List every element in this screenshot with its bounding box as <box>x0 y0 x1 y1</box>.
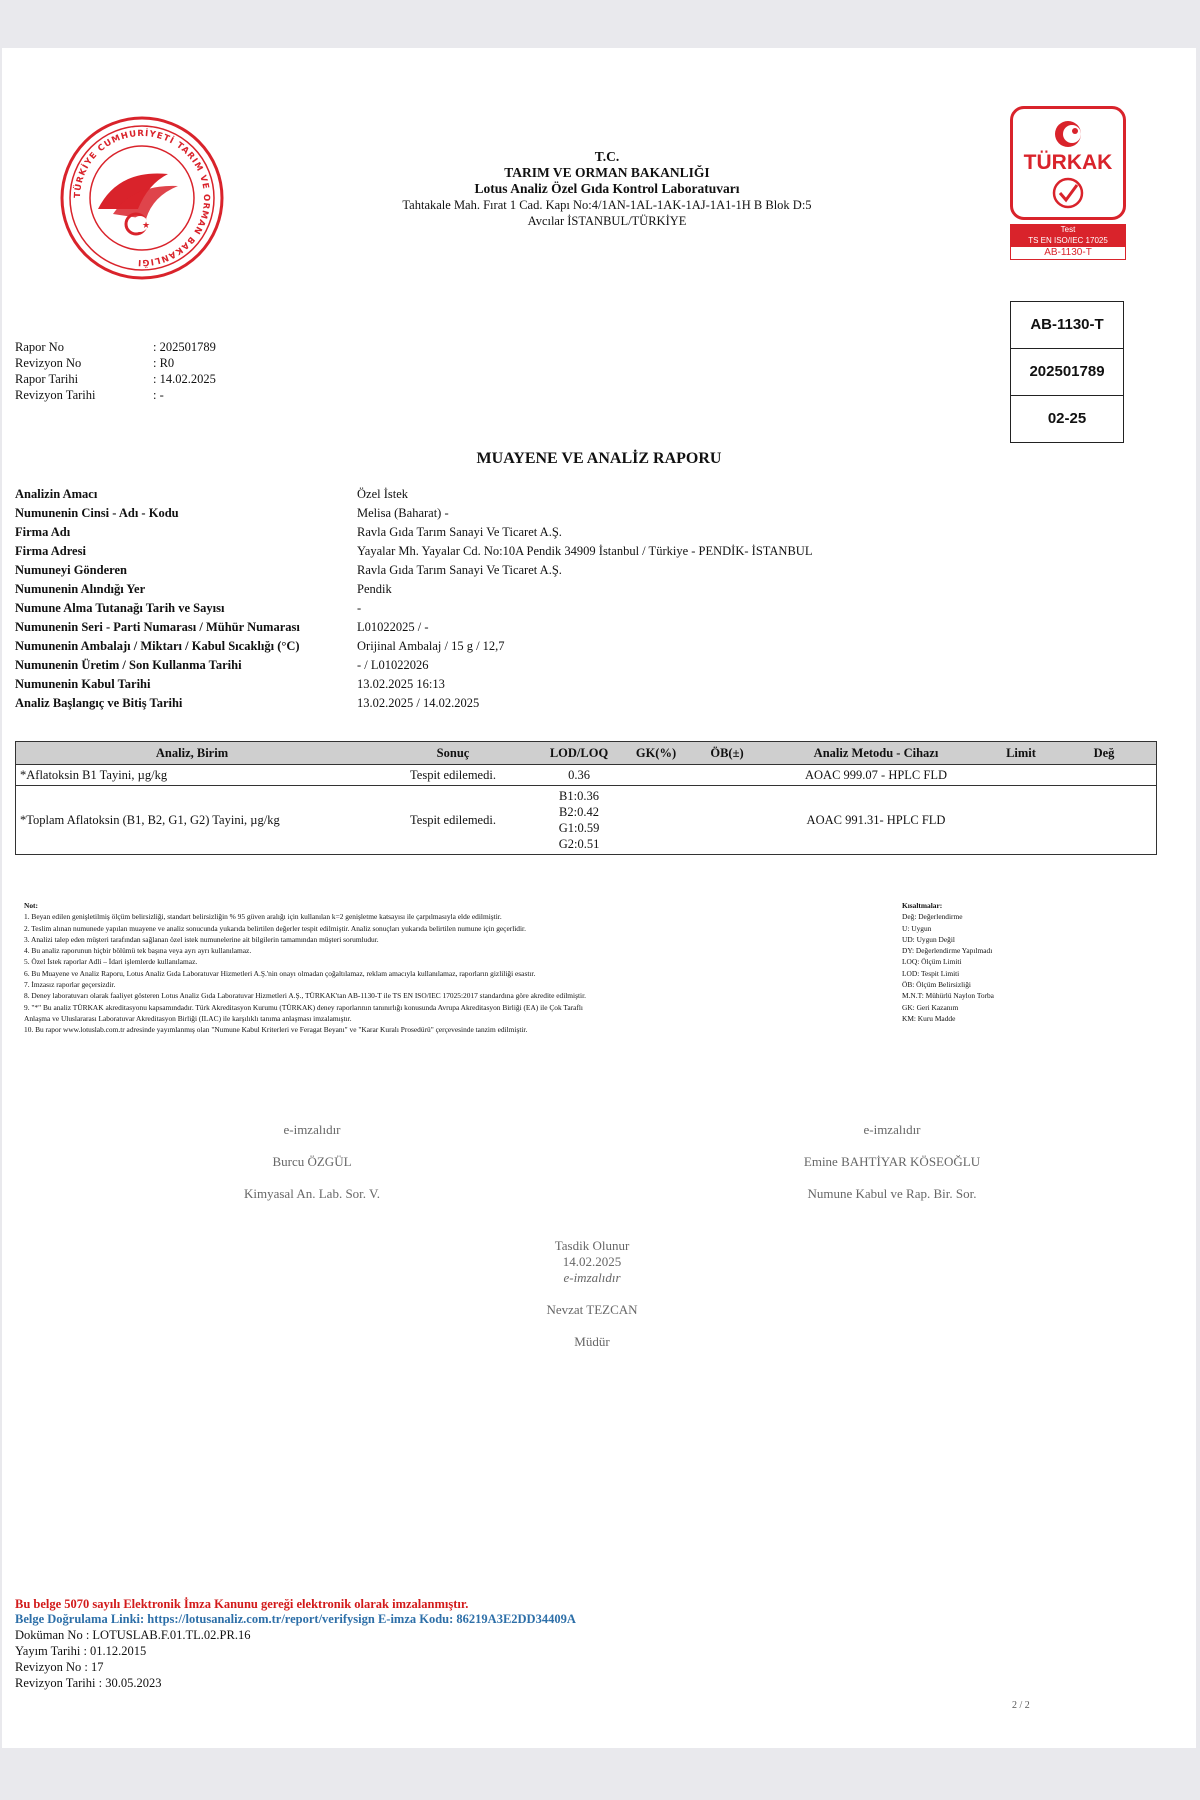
col-ob: ÖB(±) <box>692 742 762 765</box>
esign-notice: Bu belge 5070 sayılı Elektronik İmza Kanunu gereği elektronik olarak imzalanmıştır. <box>15 1597 469 1611</box>
note-item: 4. Bu analiz raporunun hiçbir bölümü tek başına veya ayrı ayrı kullanılamaz. <box>24 946 252 956</box>
meta-row: Revizyon No : R0 <box>15 356 175 370</box>
results-table <box>15 741 1157 855</box>
info-row: Firma Adı Ravla Gıda Tarım Sanayi Ve Ticaret A.Ş. <box>15 525 562 539</box>
notes-title: Not: <box>24 901 38 910</box>
abbreviation-item: LOQ: Ölçüm Limiti <box>902 957 962 967</box>
cert-accreditation-no: AB-1130-T <box>1011 302 1123 349</box>
abbreviation-item: Değ: Değerlendirme <box>902 912 963 922</box>
col-gk: GK(%) <box>620 742 692 765</box>
signature-status: e-imzalıdır <box>863 1122 921 1137</box>
signature-status: e-imzalıdır <box>563 1270 621 1285</box>
signature-left <box>182 1122 442 1202</box>
info-row: Firma Adresi Yayalar Mh. Yayalar Cd. No:10A Pendik 34909 İstanbul / Türkiye - PENDİK- İSTANBUL <box>15 544 813 558</box>
turkak-test-label: Test <box>1060 225 1076 234</box>
meta-row: Rapor No : 202501789 <box>15 340 216 354</box>
abbreviations-section <box>902 900 1182 1024</box>
cert-month-year: 02-25 <box>1047 410 1087 427</box>
col-limit: Limit <box>990 742 1052 765</box>
abbreviation-item: LOD: Tespit Limiti <box>902 968 960 978</box>
turkak-standard: TS EN ISO/IEC 17025 <box>1028 236 1108 245</box>
abbreviation-item: ÖB: Ölçüm Belirsizliği <box>902 980 971 990</box>
note-item: 7. İmzasız raporlar geçersizdir. <box>24 980 116 990</box>
lab-header <box>332 149 882 229</box>
meta-row: Revizyon Tarihi : - <box>15 388 164 402</box>
note-item: 3. Analizi talep eden müşteri tarafından sağlanan özel istek numunelerine ait bilgilerin tamamından müşteri sorumludur. <box>24 934 379 944</box>
info-row: Numunenin Alındığı Yer Pendik <box>15 582 392 596</box>
signature-right <box>742 1122 1042 1202</box>
col-result: Sonuç <box>368 742 538 765</box>
verify-link[interactable]: Belge Doğrulama Linki: https://lotusanaliz.com.tr/report/verifysign E-imza Kodu: 86219A3E2DD34409A <box>15 1612 576 1626</box>
footer <box>15 1597 1175 1691</box>
table-row: *Toplam Aflatoksin (B1, B2, G1, G2) Tayini, µg/kg Tespit edilemedi. B1:0.36 B2:0.42 G1:0.59 G2:0.51 AOAC 991.31- HPLC FLD <box>20 789 946 851</box>
publish-date: Yayım Tarihi : 01.12.2015 <box>15 1644 147 1658</box>
approval-date: 14.02.2025 <box>562 1254 622 1269</box>
note-item: 1. Beyan edilen genişletilmiş ölçüm belirsizliği, standart belirsizliğin % 95 güven aralığı için kullanılan k=2 genişletme katsayısı ile çarpılmasıyla elde edilmiştir. <box>24 912 502 922</box>
meta-row: Rapor Tarihi : 14.02.2025 <box>15 372 216 386</box>
info-row: Numunenin Ambalajı / Miktarı / Kabul Sıcaklığı (°C) Orijinal Ambalaj / 15 g / 12,7 <box>15 639 505 653</box>
table-header-row <box>16 742 1156 765</box>
ministry-seal-logo <box>58 114 226 282</box>
page-number: 2 / 2 <box>1012 1700 1030 1711</box>
info-row: Numunenin Kabul Tarihi 13.02.2025 16:13 <box>15 677 445 691</box>
info-row: Numunenin Cinsi - Adı - Kodu Melisa (Baharat) - <box>15 506 449 520</box>
header-line-lab: Lotus Analiz Özel Gıda Kontrol Laboratuvarı <box>474 181 740 196</box>
report-page <box>2 48 1196 1748</box>
note-item: 6. Bu Muayene ve Analiz Raporu, Lotus Analiz Gıda Laboratuvar Hizmetleri A.Ş.'nin onayı olmadan çoğaltılamaz, reklam amacıyla kullanılamaz, raporların gizliliği esastır. <box>24 968 536 978</box>
note-item: Anlaşma ve Uluslararası Laboratuvar Akreditasyon Birliği (ILAC) ile karşılıklı tanıma anlaşması imzalamıştır. <box>24 1013 352 1023</box>
report-meta <box>15 339 216 403</box>
header-line-ministry: TARIM VE ORMAN BAKANLIĞI <box>504 165 710 180</box>
signature-name: Burcu ÖZGÜL <box>272 1154 352 1169</box>
abbreviations-title: Kısaltmalar: <box>902 901 943 910</box>
note-item: 5. Özel İstek raporlar Adli – İdari işlemlerde kullanılamaz. <box>24 957 198 967</box>
note-item: 2. Teslim alınan numunede yapılan muayene ve analiz sonucunda yukarıda belirtilen değerler tespit edilmiştir. Analiz sonuçları yukarıda belirtilen numune için geçerlidir. <box>24 923 526 933</box>
cert-report-no: 202501789 <box>1011 349 1123 396</box>
abbreviation-item: KM: Kuru Madde <box>902 1013 956 1023</box>
col-lod: LOD/LOQ <box>538 742 620 765</box>
abbreviation-item: UD: Uygun Değil <box>902 934 955 944</box>
sample-info <box>15 485 1175 713</box>
note-item: 8. Deney laboratuvarı olarak faaliyet gösteren Lotus Analiz Gıda Laboratuvar Hizmetleri A.Ş., TÜRKAK'tan AB-1130-T ile TS EN ISO/IEC 17025:2017 standardına göre akredite edilmiştir. <box>24 991 586 1001</box>
note-item: 10. Bu rapor www.lotuslab.com.tr adresinde yayımlanmış olan "Numune Kabul Kriterleri ve Feragat Beyanı" ve "Karar Kuralı Prosedürü" çerçevesinde tanzim edilmiştir. <box>24 1025 528 1035</box>
header-line-tc: T.C. <box>594 149 620 164</box>
info-row: Numuneyi Gönderen Ravla Gıda Tarım Sanayi Ve Ticaret A.Ş. <box>15 563 562 577</box>
revision-date: Revizyon Tarihi : 30.05.2023 <box>15 1676 162 1690</box>
notes-section <box>24 900 884 1036</box>
signature-title: Numune Kabul ve Rap. Bir. Sor. <box>807 1186 977 1201</box>
abbreviation-item: M.N.T: Mühürlü Naylon Torba <box>902 991 994 1001</box>
col-deg: Değ <box>1052 742 1156 765</box>
signature-name: Emine BAHTİYAR KÖSEOĞLU <box>803 1154 981 1169</box>
col-method: Analiz Metodu - Cihazı <box>762 742 990 765</box>
svg-text:★: ★ <box>142 221 151 231</box>
doc-no: Doküman No : LOTUSLAB.F.01.TL.02.PR.16 <box>15 1628 251 1642</box>
svg-text:TÜRKİYE CUMHURİYETİ TARIM VE O: TÜRKİYE CUMHURİYETİ TARIM VE ORMAN BAKANLIĞI <box>72 128 212 268</box>
signature-center <box>462 1238 722 1350</box>
info-row: Numunenin Üretim / Son Kullanma Tarihi - / L01022026 <box>15 658 429 672</box>
report-title: MUAYENE VE ANALİZ RAPORU <box>476 450 722 467</box>
signature-title: Müdür <box>574 1334 610 1349</box>
turkak-logo <box>1010 106 1126 260</box>
info-row: Numune Alma Tutanağı Tarih ve Sayısı - <box>15 601 362 615</box>
header-line-city: Avcılar İSTANBUL/TÜRKİYE <box>527 214 687 228</box>
header-line-address: Tahtakale Mah. Fırat 1 Cad. Kapı No:4/1AN-1AL-1AK-1AJ-1A1-1H B Blok D:5 <box>402 198 812 212</box>
turkak-brand: TÜRKAK <box>1023 151 1113 174</box>
table-row: *Aflatoksin B1 Tayini, µg/kg Tespit edilemedi. 0.36 AOAC 999.07 - HPLC FLD <box>16 765 1156 786</box>
certificate-box <box>1010 301 1124 443</box>
note-item: 9. "*" Bu analiz TÜRKAK akreditasyonu kapsamındadır. Türk Akreditasyon Kurumu (TÜRKAK) deney raporlarının tanınırlığı konusunda Avrupa Akreditasyon Birliği (EA) ile Çok Taraflı <box>24 1002 583 1012</box>
info-row: Numunenin Seri - Parti Numarası / Mühür Numarası L01022025 / - <box>15 620 429 634</box>
info-row: Analizin Amacı Özel İstek <box>15 487 409 501</box>
signature-name: Nevzat TEZCAN <box>546 1302 638 1317</box>
col-analysis: Analiz, Birim <box>16 742 368 765</box>
info-row: Analiz Başlangıç ve Bitiş Tarihi 13.02.2025 / 14.02.2025 <box>15 696 480 710</box>
signature-status: e-imzalıdır <box>283 1122 341 1137</box>
signature-title: Kimyasal An. Lab. Sor. V. <box>243 1186 381 1201</box>
approval-text: Tasdik Olunur <box>554 1238 630 1253</box>
revision-no: Revizyon No : 17 <box>15 1660 104 1674</box>
turkak-code: AB-1130-T <box>1010 246 1126 260</box>
abbreviation-item: GK: Geri Kazanım <box>902 1002 959 1012</box>
abbreviation-item: U: Uygun <box>902 923 932 933</box>
abbreviation-item: DY: Değerlendirme Yapılmadı <box>902 946 993 956</box>
